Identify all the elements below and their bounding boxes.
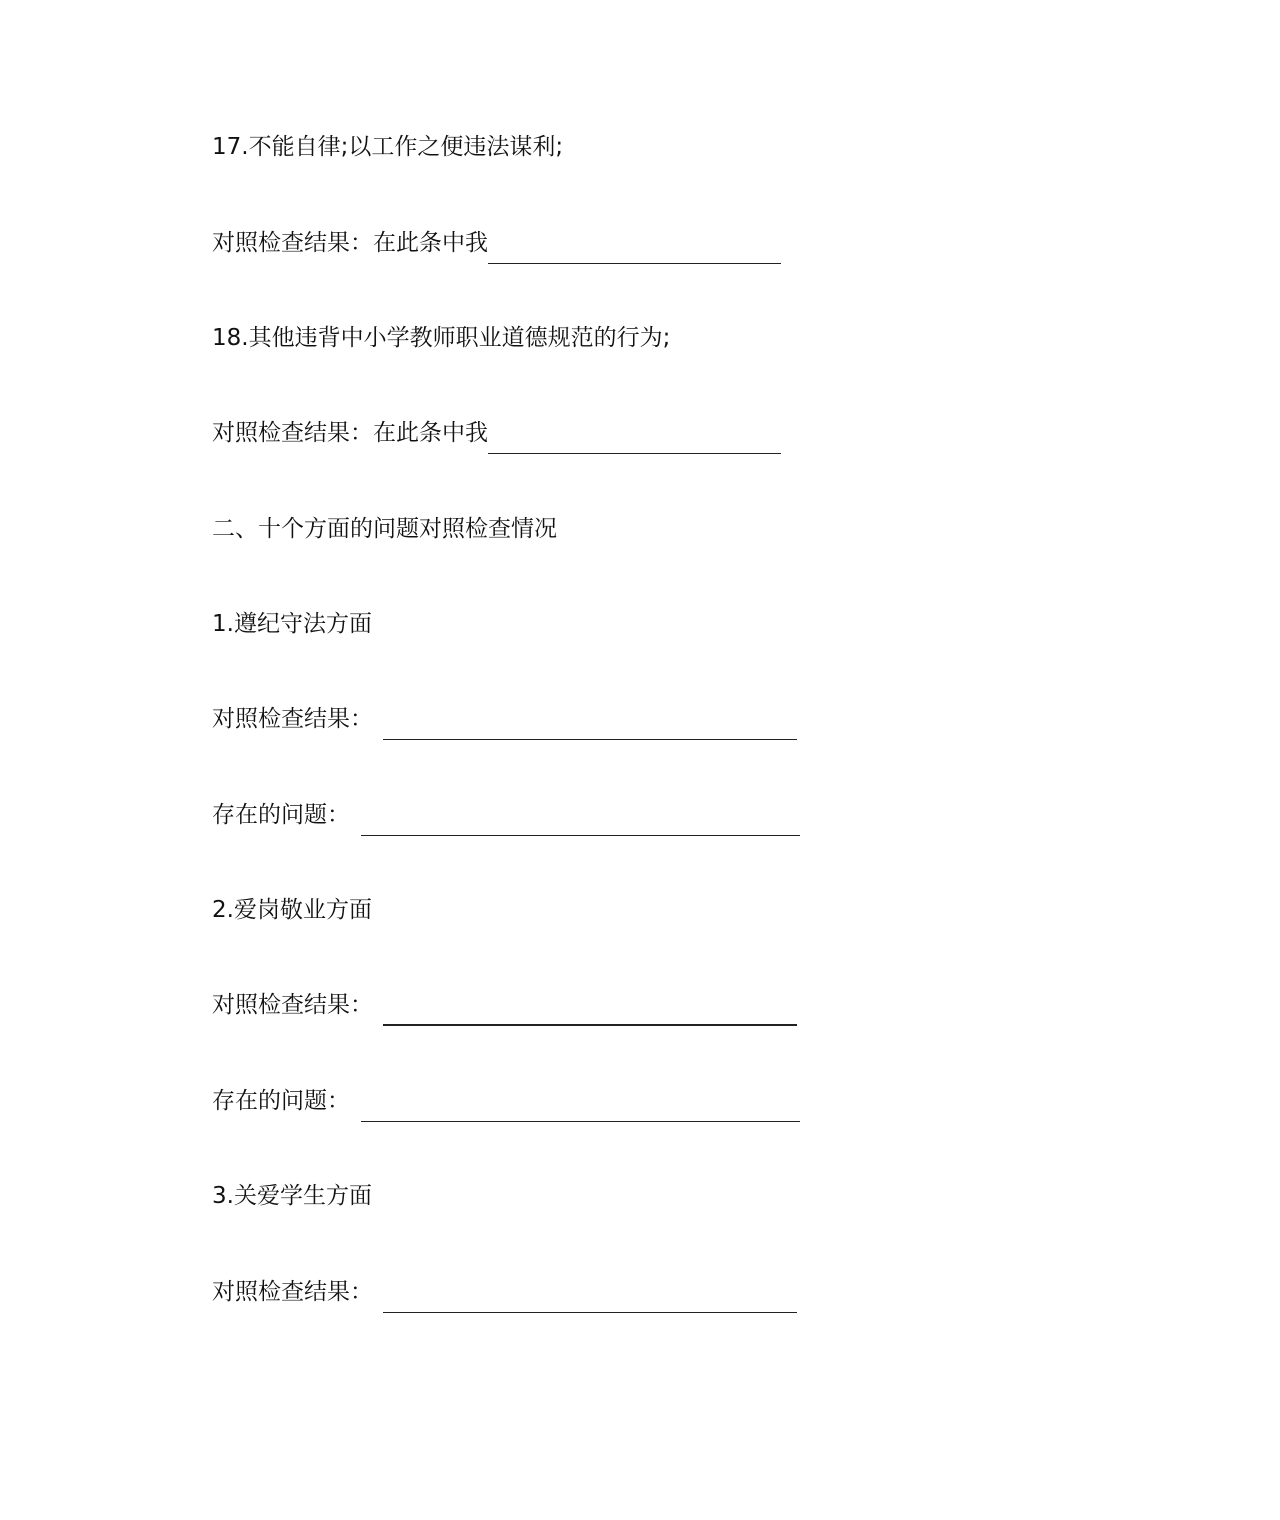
check-result-line [212,218,781,258]
check-result-line [212,694,797,734]
fill-in-blank[interactable] [488,427,781,454]
subsection-text: 2.爱岗敬业方面 [212,897,372,923]
problems-line [212,1076,800,1116]
check-result-line [212,1267,797,1307]
section-heading [212,504,557,544]
line-label: 存在的问题： [212,802,350,828]
subsection-1-title [212,599,372,639]
line-text: 17.不能自律;以工作之便违法谋利; [212,134,564,160]
check-result-line [212,408,781,448]
check-result-line [212,980,797,1020]
fill-in-blank[interactable] [488,237,781,264]
fill-in-blank[interactable] [383,998,797,1026]
line-label: 对照检查结果： [212,1279,373,1305]
line-label: 对照检查结果：在此条中我 [212,230,488,256]
line-label: 存在的问题： [212,1088,350,1114]
line-label: 对照检查结果：在此条中我 [212,420,488,446]
heading-text: 二、十个方面的问题对照检查情况 [212,516,557,542]
item-18-text [212,313,670,353]
subsection-2-title [212,885,372,925]
item-17-text [212,122,563,162]
fill-in-blank[interactable] [361,1095,800,1122]
fill-in-blank[interactable] [383,1286,797,1313]
subsection-3-title [212,1171,372,1211]
fill-in-blank[interactable] [361,809,800,836]
subsection-text: 3.关爱学生方面 [212,1183,372,1209]
fill-in-blank[interactable] [383,713,797,740]
subsection-text: 1.遵纪守法方面 [212,611,372,637]
line-text: 18.其他违背中小学教师职业道德规范的行为; [212,325,671,351]
line-label: 对照检查结果： [212,992,373,1018]
problems-line [212,790,800,830]
line-label: 对照检查结果： [212,706,373,732]
